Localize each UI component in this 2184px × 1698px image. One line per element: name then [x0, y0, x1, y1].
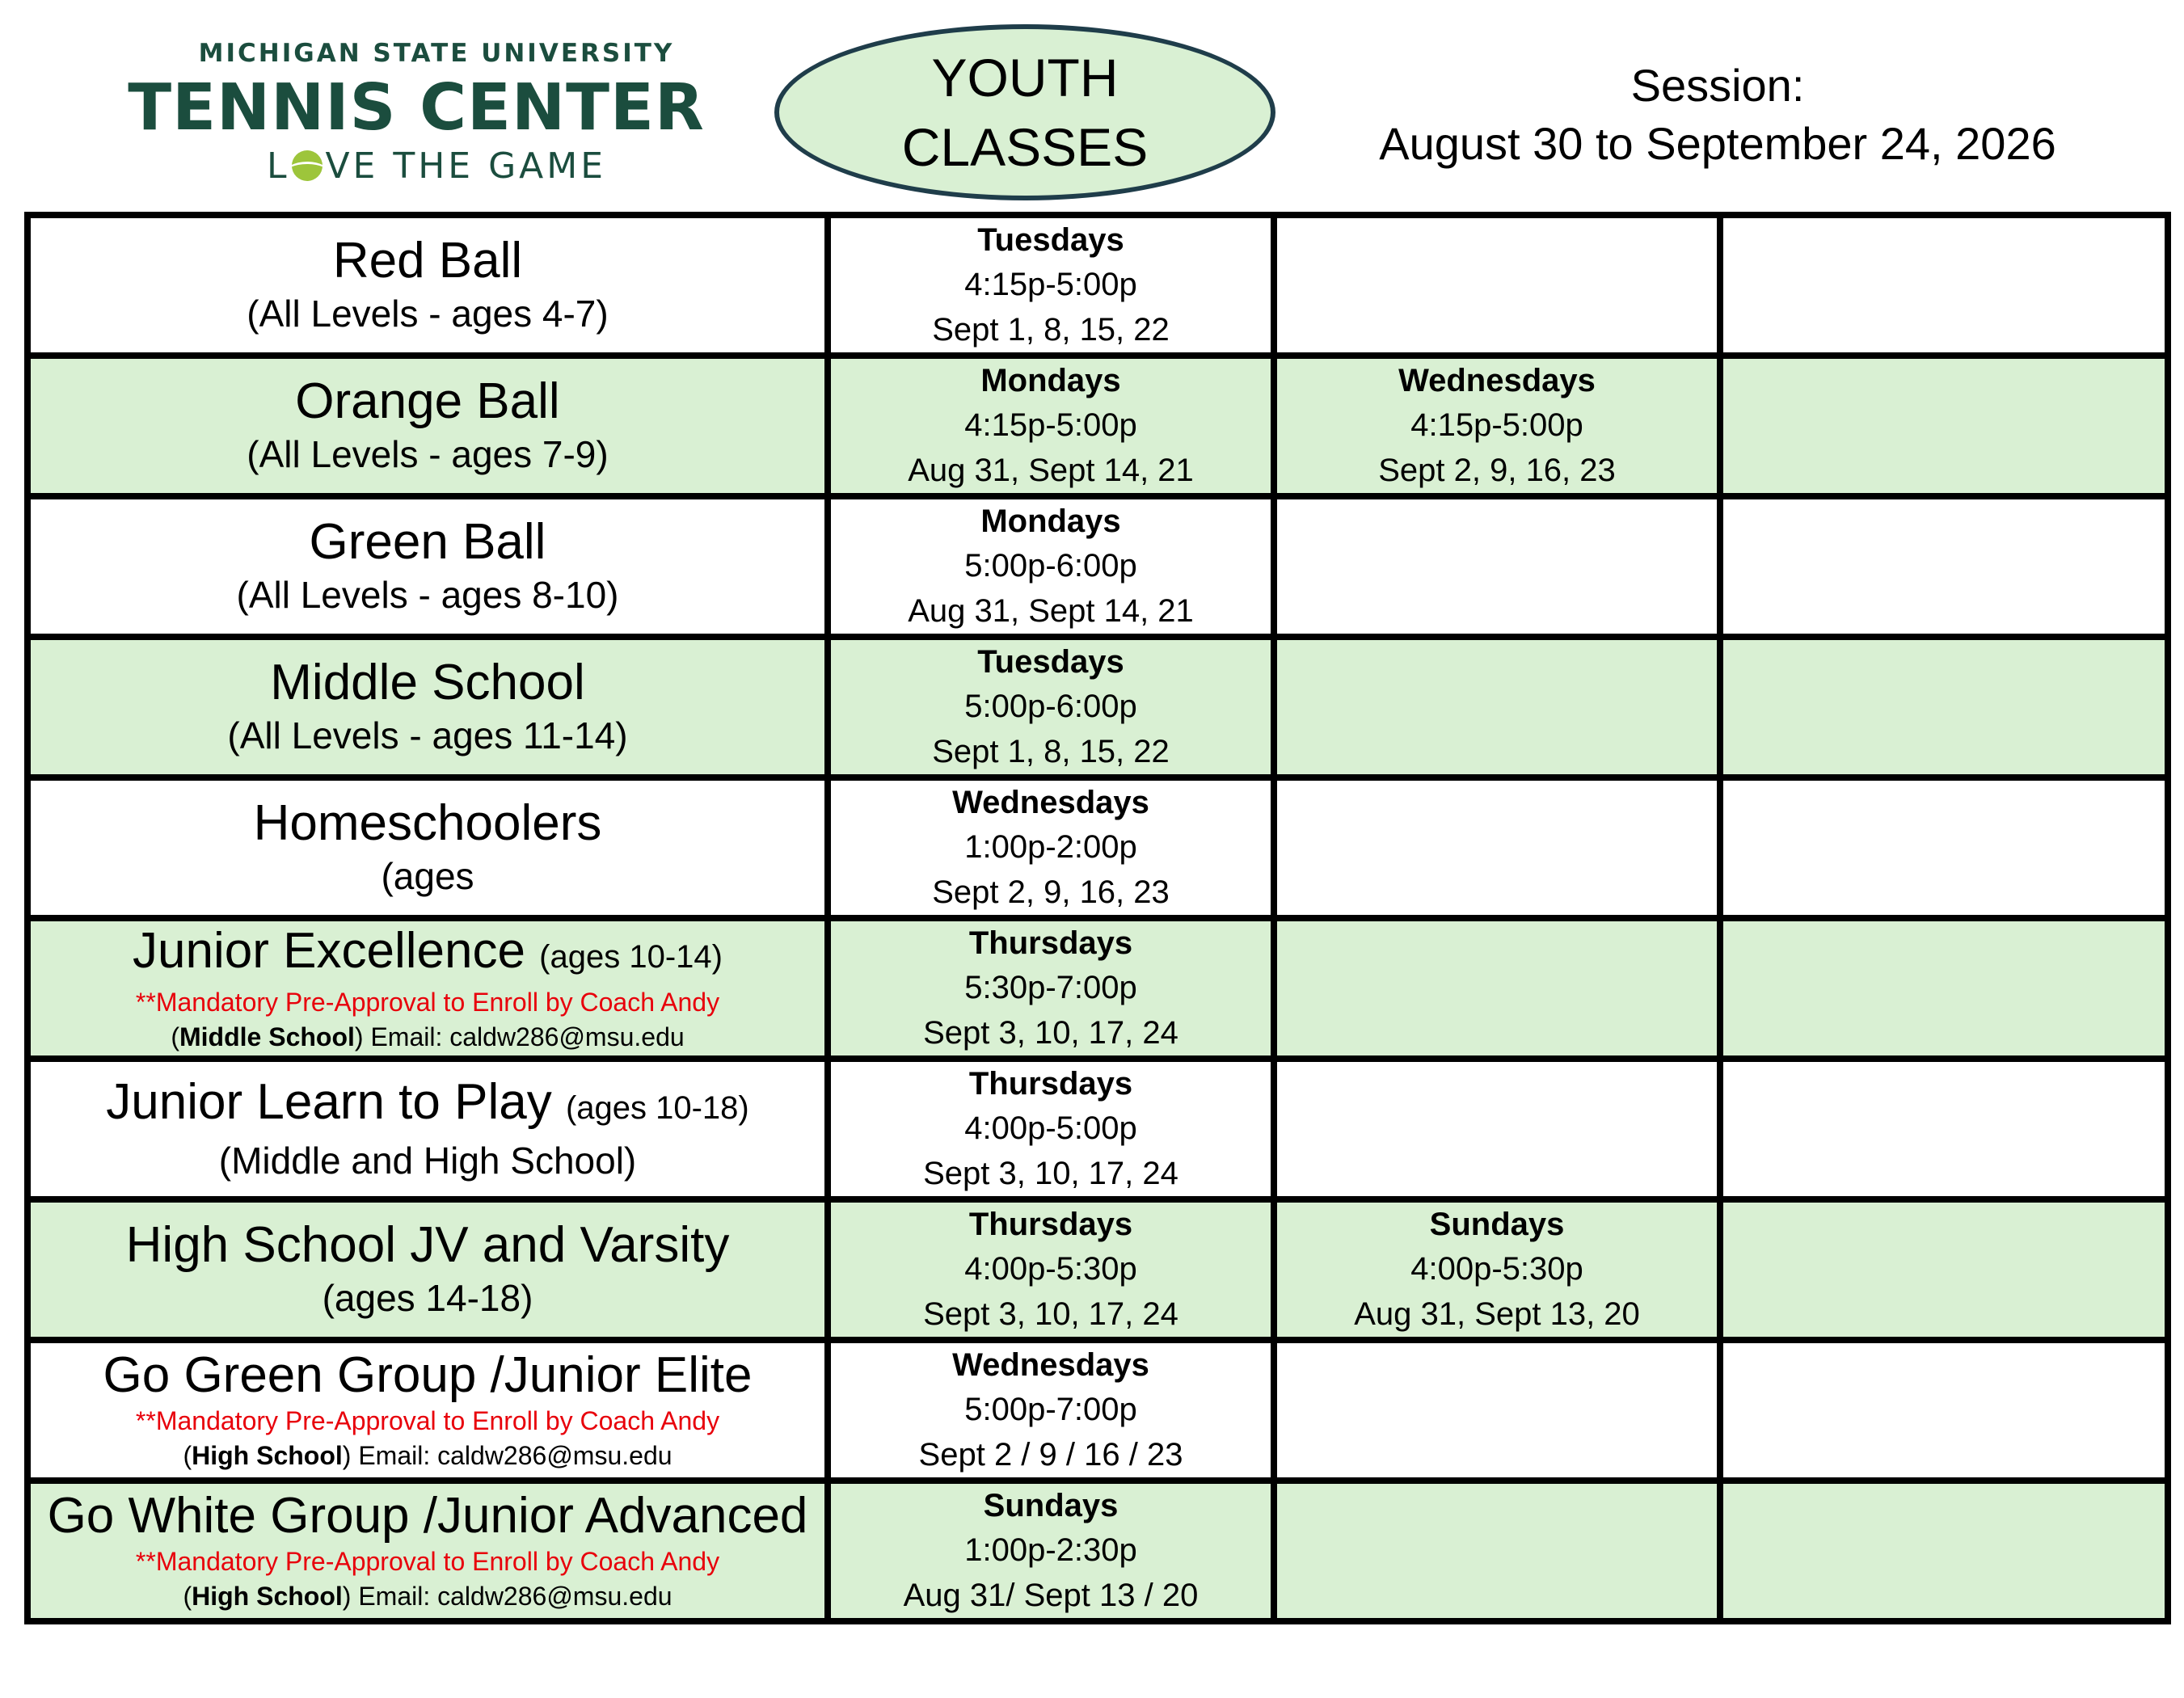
- class-schedule-table: [24, 212, 2171, 1624]
- slot-dates: Sept 3, 10, 17, 24: [923, 1015, 1178, 1051]
- class-name-text: Junior Learn to Play: [106, 1073, 552, 1130]
- slot-day: Wednesdays: [1398, 363, 1596, 398]
- slot-time: 5:00p-6:00p: [964, 689, 1137, 724]
- table-row: [27, 1059, 2168, 1199]
- session-label: Session:: [1630, 60, 1805, 111]
- table-row: [27, 1481, 2168, 1621]
- schedule-slot-cell: [1274, 1199, 1720, 1340]
- class-age-range: (ages 10-14): [539, 938, 723, 975]
- slot-dates: Aug 31, Sept 13, 20: [1354, 1296, 1640, 1332]
- slot-time: 1:00p-2:00p: [964, 829, 1137, 865]
- class-name: [31, 923, 824, 985]
- session-dates: August 30 to September 24, 2026: [1379, 118, 2056, 169]
- slot-time: 1:00p-2:30p: [964, 1532, 1137, 1568]
- schedule-slot-cell: [1274, 1340, 1720, 1481]
- class-name-text: Red Ball: [332, 233, 523, 289]
- class-name-cell: [27, 496, 828, 637]
- table-row: [27, 356, 2168, 496]
- class-name: [31, 1488, 824, 1544]
- table-row: [27, 1199, 2168, 1340]
- title-line1: YOUTH: [931, 48, 1119, 107]
- slot-day: Sundays: [1429, 1207, 1565, 1242]
- slot-dates: Aug 31/ Sept 13 / 20: [903, 1578, 1199, 1613]
- email-text: ) Email: caldw286@msu.edu: [342, 1582, 672, 1611]
- email-text: ) Email: caldw286@msu.edu: [354, 1022, 685, 1051]
- table-row: [27, 1340, 2168, 1481]
- logo-tagline: [162, 145, 711, 187]
- class-name-cell: [27, 356, 828, 496]
- slot-day: Mondays: [980, 363, 1121, 398]
- class-name: [31, 233, 824, 289]
- logo-tagline-start: L: [266, 145, 290, 187]
- class-name-text: Green Ball: [309, 514, 546, 570]
- schedule-slot-cell: [828, 356, 1274, 496]
- class-name-text: Middle School: [270, 655, 585, 710]
- schedule-slot-cell: [1720, 637, 2168, 777]
- logo-tagline-rest: VE THE GAME: [325, 145, 607, 187]
- school-level: High School: [192, 1582, 343, 1611]
- slot-dates: Sept 2 / 9 / 16 / 23: [918, 1437, 1183, 1473]
- slot-time: 4:15p-5:00p: [1410, 407, 1583, 443]
- email-text: ) Email: caldw286@msu.edu: [342, 1441, 672, 1470]
- email-paren-open: (: [183, 1441, 192, 1470]
- table-row: [27, 215, 2168, 356]
- pre-approval-note: **Mandatory Pre-Approval to Enroll by Coach Andy: [135, 1406, 720, 1435]
- class-name: [31, 1217, 824, 1274]
- schedule-slot-cell: [828, 1481, 1274, 1621]
- schedule-slot-cell: [1720, 1059, 2168, 1199]
- schedule-slot-cell: [828, 215, 1274, 356]
- slot-dates: Sept 1, 8, 15, 22: [932, 734, 1170, 769]
- class-name-cell: [27, 918, 828, 1059]
- class-subtitle: (ages 14-18): [322, 1277, 533, 1319]
- tennis-ball-icon: [292, 150, 323, 181]
- schedule-slot-cell: [828, 1199, 1274, 1340]
- slot-time: 5:00p-7:00p: [964, 1392, 1137, 1427]
- slot-time: 4:00p-5:30p: [964, 1251, 1137, 1287]
- table-row: [27, 777, 2168, 918]
- class-name-text: Go White Group /Junior Advanced: [47, 1488, 808, 1544]
- class-name: [31, 795, 824, 852]
- class-subtitle: (All Levels - ages 4-7): [247, 293, 609, 335]
- schedule-slot-cell: [828, 918, 1274, 1059]
- class-name: [31, 1347, 824, 1404]
- class-name: [31, 514, 824, 571]
- contact-email-line: [31, 1438, 824, 1473]
- email-paren-open: (: [171, 1022, 179, 1051]
- class-subtitle: (All Levels - ages 11-14): [227, 714, 628, 756]
- slot-day: Thursdays: [968, 925, 1133, 961]
- slot-day: Mondays: [980, 504, 1121, 539]
- table-row: [27, 496, 2168, 637]
- schedule-slot-cell: [1720, 777, 2168, 918]
- schedule-slot-cell: [1274, 918, 1720, 1059]
- schedule-slot-cell: [1274, 215, 1720, 356]
- schedule-slot-cell: [1720, 1340, 2168, 1481]
- schedule-slot-cell: [1274, 1481, 1720, 1621]
- schedule-slot-cell: [1274, 1059, 1720, 1199]
- table-row: [27, 637, 2168, 777]
- class-name-text: Junior Excellence: [133, 922, 525, 979]
- class-subtitle: (All Levels - ages 7-9): [247, 433, 609, 475]
- class-name: [31, 655, 824, 711]
- class-subtitle: (Middle and High School): [218, 1139, 637, 1182]
- class-age-range: (ages 10-18): [565, 1089, 749, 1126]
- slot-dates: Aug 31, Sept 14, 21: [908, 593, 1194, 629]
- schedule-slot-cell: [828, 777, 1274, 918]
- schedule-slot-cell: [1274, 356, 1720, 496]
- contact-email-line: [31, 1019, 824, 1055]
- email-paren-open: (: [183, 1582, 192, 1611]
- class-name-text: High School JV and Varsity: [125, 1217, 730, 1273]
- logo-center-name: TENNIS CENTER: [128, 70, 705, 145]
- schedule-slot-cell: [828, 496, 1274, 637]
- slot-dates: Aug 31, Sept 14, 21: [908, 453, 1194, 488]
- contact-email-line: [31, 1578, 824, 1614]
- slot-dates: Sept 2, 9, 16, 23: [932, 874, 1170, 910]
- class-name-cell: [27, 1059, 828, 1199]
- slot-time: 4:15p-5:00p: [964, 267, 1137, 302]
- slot-dates: Sept 1, 8, 15, 22: [932, 312, 1170, 348]
- slot-day: Thursdays: [968, 1207, 1133, 1242]
- youth-classes-title: [774, 24, 1275, 200]
- slot-dates: Sept 2, 9, 16, 23: [1378, 453, 1616, 488]
- session-info: [1334, 57, 2102, 173]
- slot-time: 5:30p-7:00p: [964, 970, 1137, 1005]
- schedule-slot-cell: [828, 1340, 1274, 1481]
- class-name: [31, 1074, 824, 1136]
- slot-day: Thursdays: [968, 1066, 1133, 1102]
- title-line2: CLASSES: [901, 117, 1149, 177]
- class-subtitle: (ages: [381, 855, 474, 897]
- pre-approval-note: **Mandatory Pre-Approval to Enroll by Coach Andy: [135, 987, 720, 1017]
- schedule-slot-cell: [1720, 918, 2168, 1059]
- schedule-slot-cell: [828, 637, 1274, 777]
- schedule-slot-cell: [1720, 1199, 2168, 1340]
- schedule-slot-cell: [1274, 777, 1720, 918]
- slot-time: 4:00p-5:30p: [1410, 1251, 1583, 1287]
- class-subtitle: (All Levels - ages 8-10): [236, 574, 619, 616]
- slot-dates: Sept 3, 10, 17, 24: [923, 1296, 1178, 1332]
- schedule-slot-cell: [1720, 215, 2168, 356]
- msu-tennis-center-logo: [97, 39, 736, 192]
- pre-approval-note: **Mandatory Pre-Approval to Enroll by Coach Andy: [135, 1547, 720, 1576]
- schedule-slot-cell: [1720, 496, 2168, 637]
- class-name-text: Go Green Group /Junior Elite: [103, 1347, 753, 1403]
- schedule-slot-cell: [828, 1059, 1274, 1199]
- class-name: [31, 373, 824, 430]
- slot-day: Wednesdays: [952, 785, 1149, 820]
- class-name-cell: [27, 1481, 828, 1621]
- school-level: High School: [192, 1441, 343, 1470]
- class-name-text: Homeschoolers: [253, 795, 602, 851]
- schedule-slot-cell: [1720, 356, 2168, 496]
- logo-university-name: MICHIGAN STATE UNIVERSITY: [198, 39, 675, 68]
- table-row: [27, 918, 2168, 1059]
- slot-day: Tuesdays: [977, 644, 1124, 680]
- schedule-slot-cell: [1274, 496, 1720, 637]
- class-name-cell: [27, 637, 828, 777]
- class-name-cell: [27, 1340, 828, 1481]
- slot-day: Tuesdays: [977, 222, 1124, 258]
- slot-time: 5:00p-6:00p: [964, 548, 1137, 584]
- class-name-cell: [27, 1199, 828, 1340]
- slot-time: 4:15p-5:00p: [964, 407, 1137, 443]
- slot-dates: Sept 3, 10, 17, 24: [923, 1156, 1178, 1191]
- slot-time: 4:00p-5:00p: [964, 1110, 1137, 1146]
- class-name-text: Orange Ball: [295, 373, 560, 429]
- slot-day: Sundays: [983, 1488, 1119, 1523]
- class-name-cell: [27, 777, 828, 918]
- schedule-slot-cell: [1720, 1481, 2168, 1621]
- slot-day: Wednesdays: [952, 1347, 1149, 1383]
- school-level: Middle School: [179, 1022, 355, 1051]
- class-name-cell: [27, 215, 828, 356]
- schedule-slot-cell: [1274, 637, 1720, 777]
